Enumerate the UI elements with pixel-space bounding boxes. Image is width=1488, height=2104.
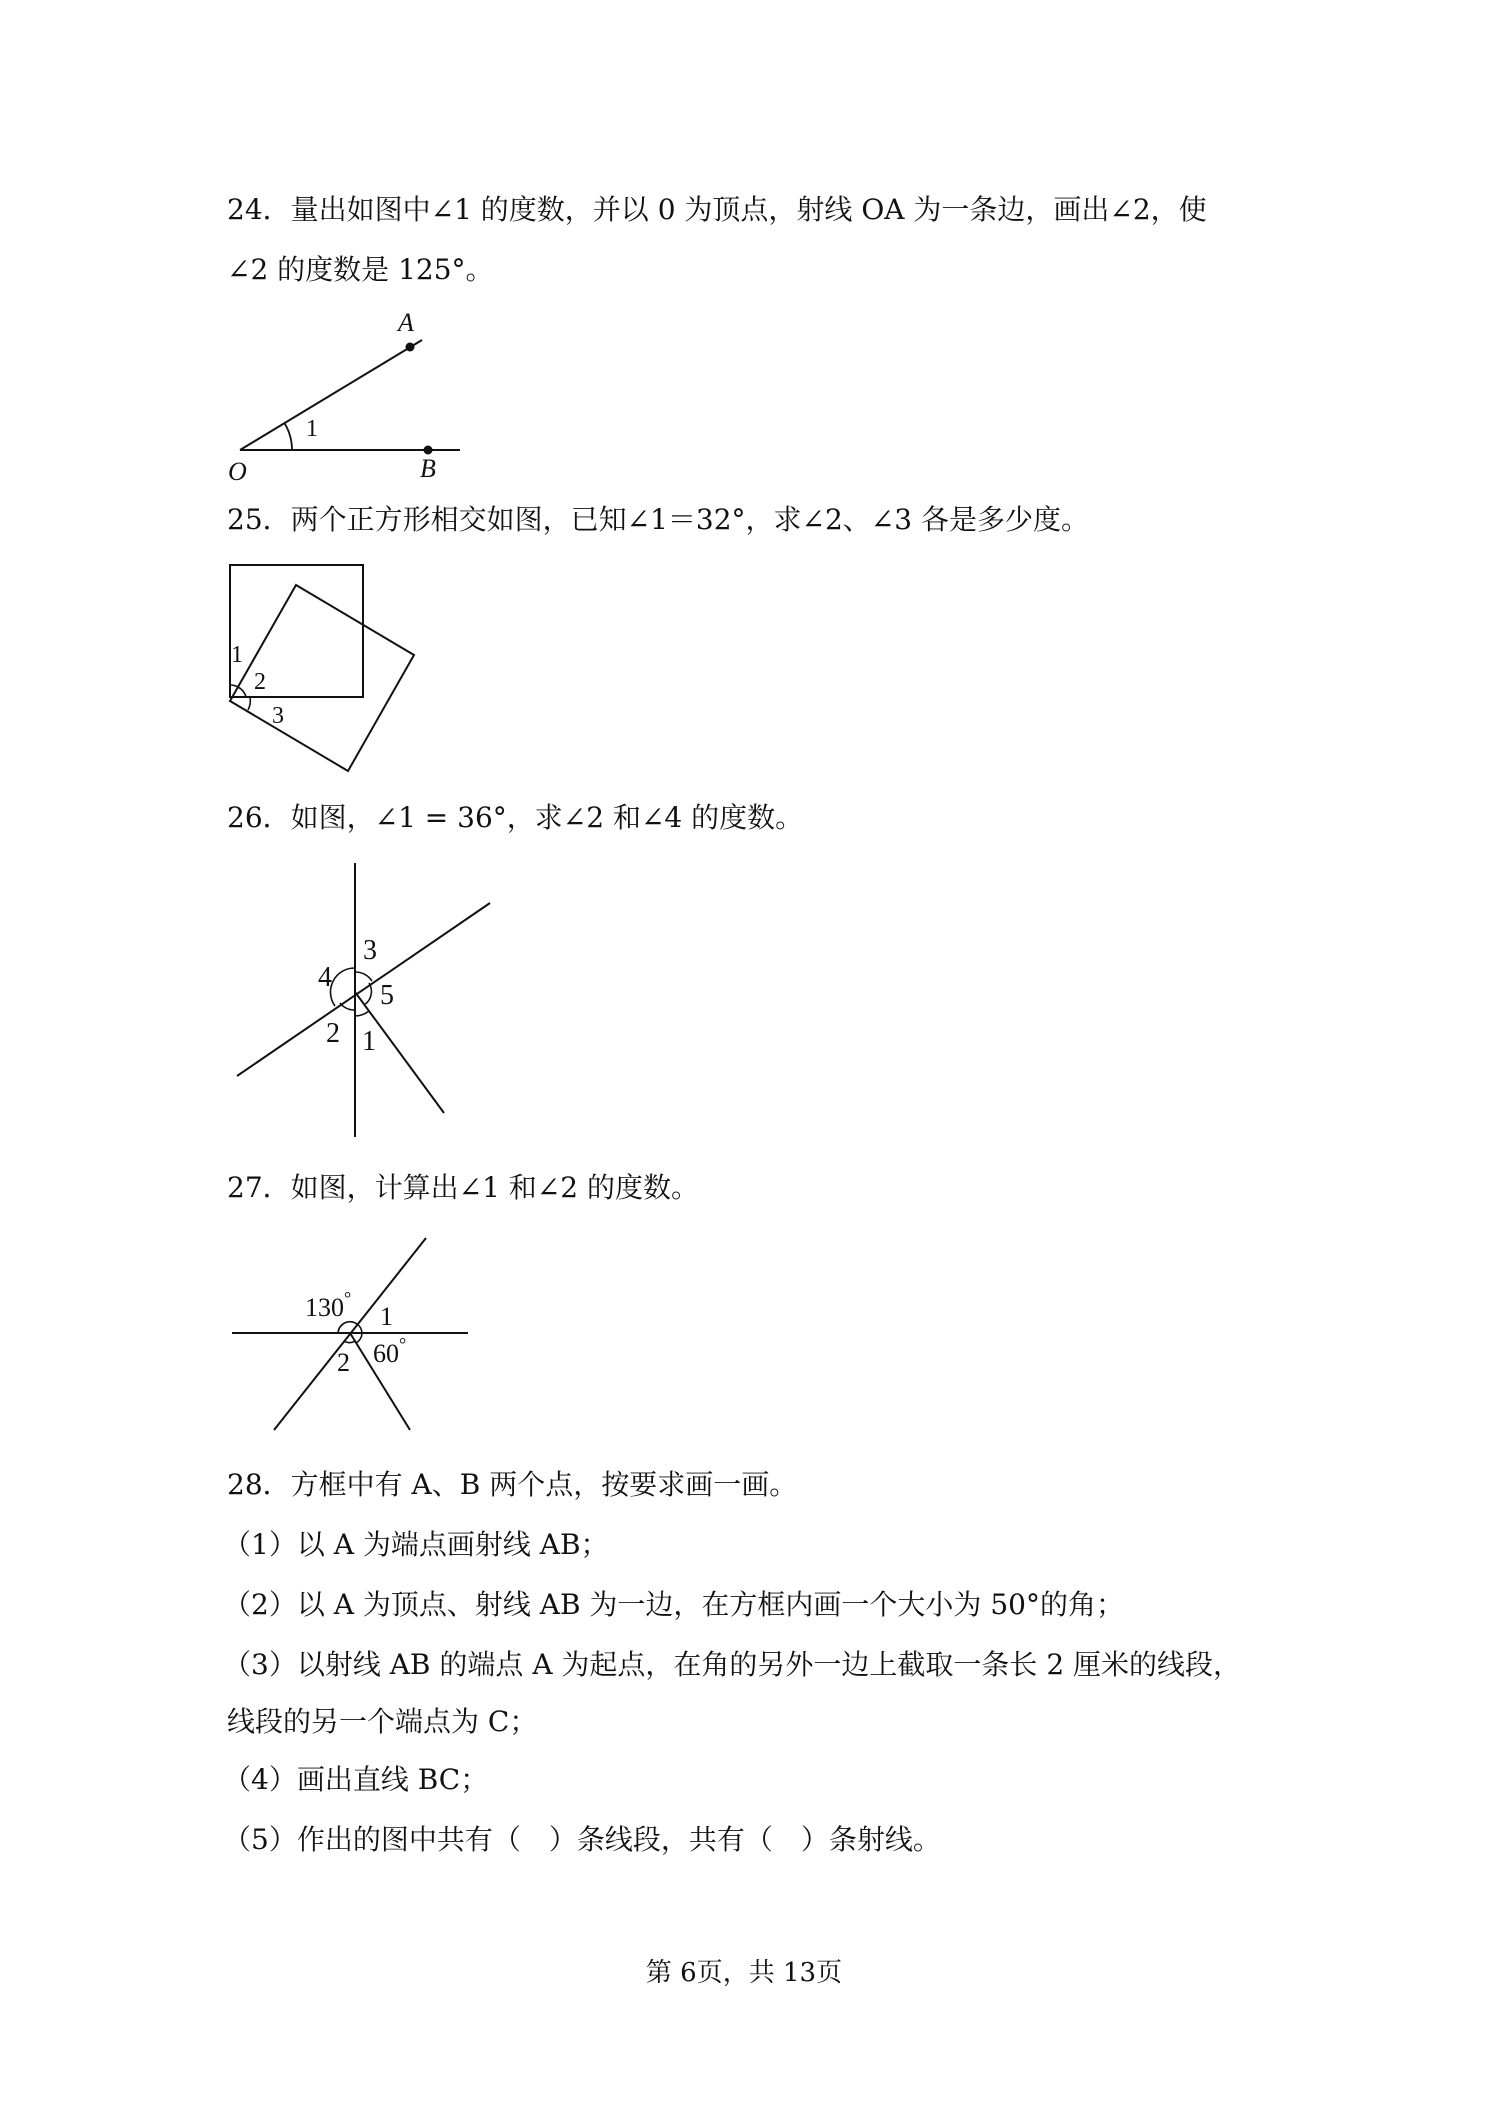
q28-title: 28．方框中有 A、B 两个点，按要求画一画。 (227, 1468, 798, 1501)
q27-text: 27．如图，计算出∠1 和∠2 的度数。 (227, 1171, 699, 1204)
angle-3-arc (248, 697, 250, 710)
label-o: O (228, 457, 247, 486)
q24-text-line1: 24．量出如图中∠1 的度数，并以 0 为顶点，射线 OA 为一条边，画出∠2，使 (227, 193, 1207, 226)
q28-item-1: （1）以 A 为端点画射线 AB； (223, 1528, 609, 1561)
label-angle-5: 5 (380, 980, 394, 1011)
ray-oa (240, 340, 422, 450)
degree-sign-130: ° (344, 1288, 352, 1308)
q25-text: 25．两个正方形相交如图，已知∠1＝32°，求∠2、∠3 各是多少度。 (227, 503, 1089, 536)
label-angle-1: 1 (380, 1302, 393, 1331)
point-a-dot (406, 343, 415, 352)
label-60: 60° (373, 1334, 407, 1368)
angle-1-arc (285, 423, 293, 450)
angle-4-arc (330, 968, 355, 1006)
page-footer: 第 6页，共 13页 (645, 1958, 843, 1988)
q28-item-2: （2）以 A 为顶点、射线 AB 为一边，在方框内画一个大小为 50°的角； (223, 1588, 1124, 1621)
q28-item-4: （4）画出直线 BC； (223, 1763, 489, 1796)
q24-text-line2: ∠2 的度数是 125°。 (227, 253, 494, 286)
label-angle-4: 4 (318, 962, 332, 993)
label-b: B (420, 454, 436, 483)
label-angle-1: 1 (362, 1026, 376, 1057)
label-angle-3: 3 (363, 935, 377, 966)
degree-sign-60: ° (399, 1334, 407, 1354)
q28-item-3-continued: 线段的另一个端点为 C； (227, 1705, 538, 1738)
angle-2-arc (344, 1341, 355, 1343)
q28-item-3: （3）以射线 AB 的端点 A 为起点，在角的另外一边上截取一条长 2 厘米的线段， (223, 1648, 1242, 1681)
label-angle-1: 1 (231, 642, 243, 668)
q28-item-5: （5）作出的图中共有（ ）条线段，共有（ ）条射线。 (223, 1823, 941, 1856)
angle-1-arc (355, 1011, 369, 1016)
label-angle-2: 2 (337, 1348, 350, 1377)
label-130: 130° (305, 1288, 352, 1322)
angle-1-arc (357, 1324, 362, 1333)
label-angle-3: 3 (272, 703, 284, 729)
q25-squares-figure (220, 560, 430, 775)
q27-lines-figure (230, 1225, 480, 1435)
q26-lines-figure (230, 860, 500, 1140)
q24-angle-figure (220, 305, 480, 485)
angle-60-arc (356, 1333, 362, 1343)
label-angle-1: 1 (306, 416, 318, 442)
label-angle-2: 2 (254, 669, 266, 695)
angle-3-arc (355, 972, 372, 981)
q26-text: 26．如图，∠1 = 36°，求∠2 和∠4 的度数。 (227, 801, 804, 834)
angle-2-arc (238, 687, 246, 697)
label-angle-2: 2 (326, 1018, 340, 1049)
angle-1-arc (230, 685, 238, 687)
label-a: A (398, 308, 414, 337)
